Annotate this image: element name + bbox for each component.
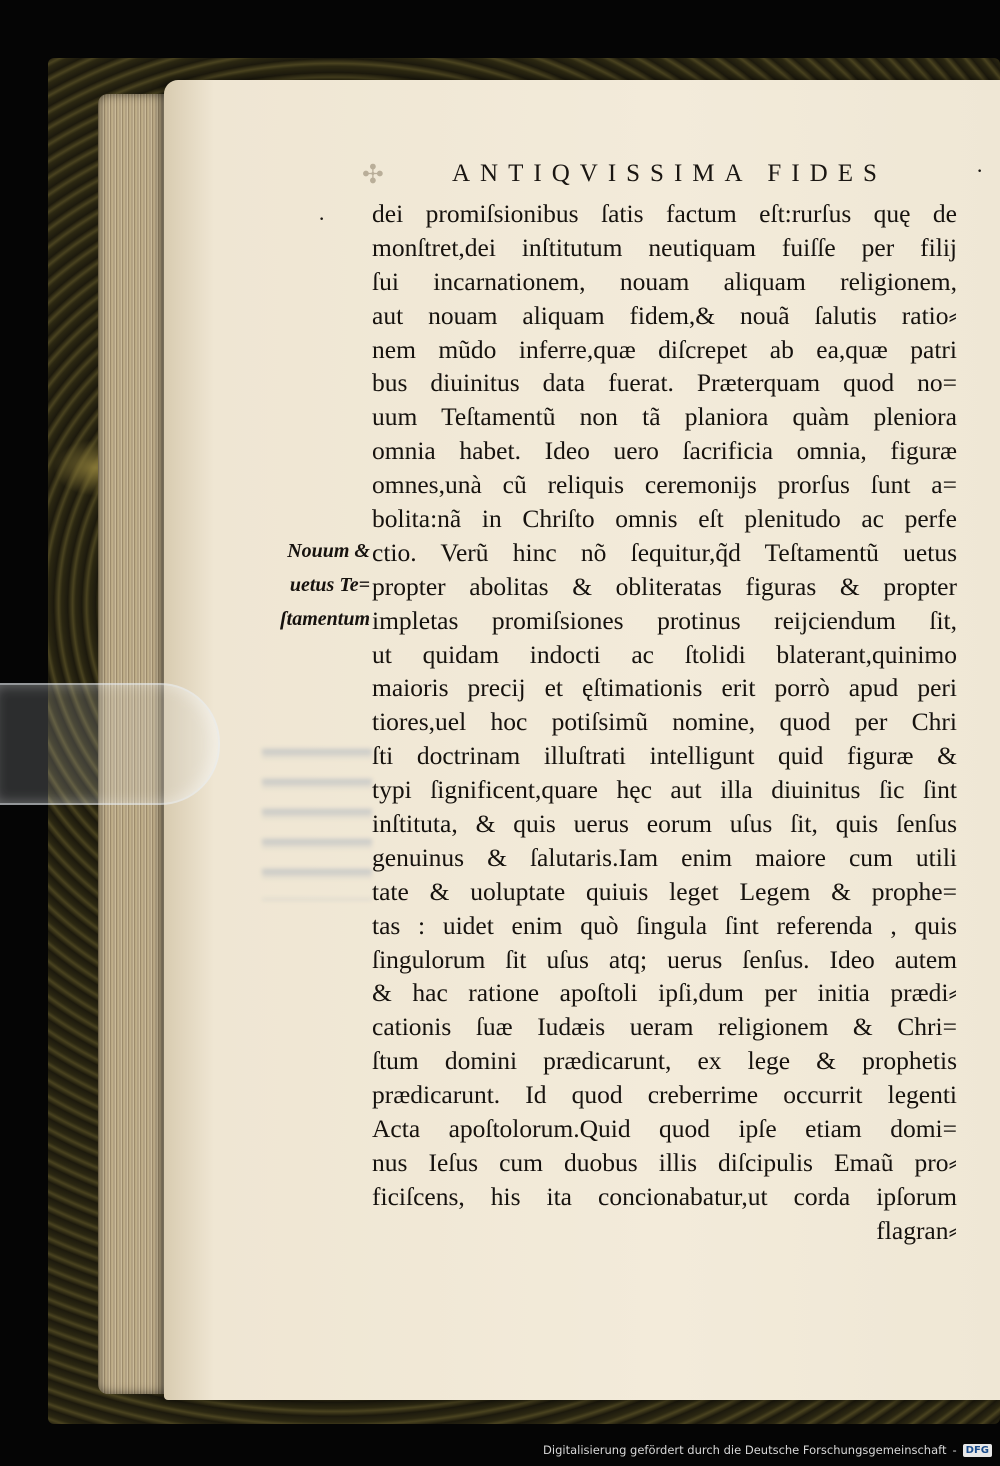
faded-mark: ✣ — [362, 160, 384, 189]
page-speck: · — [976, 158, 984, 183]
text-line: inſtituta, & quis uerus eorum uſus ſit, quis ſenſus — [372, 809, 957, 839]
body-text — [372, 197, 957, 1248]
text-line: dei promiſsionibus ſatis factum eſt:rurſus quę de — [372, 199, 957, 228]
text-line: cationis ſuæ Iudæis ueram religionem & Chri= — [372, 1012, 957, 1042]
text-line: & hac ratione apoſtoli ipſi,dum per initia prædi⸗ — [372, 978, 957, 1008]
text-line: genuinus & ſalutaris.Iam enim maiore cum utili — [372, 842, 957, 872]
text-line: tiores,uel hoc potiſsimũ nomine, quod per Chri — [372, 707, 957, 737]
text-line: ſtum domini prædicarunt, ex lege & prophetis — [372, 1046, 957, 1076]
text-line: omnes,unà cũ reliquis ceremonijs prorſus ſunt a= — [372, 470, 957, 500]
text-line: Acta apoſtolorum.Quid quod ipſe etiam domi= — [372, 1114, 957, 1144]
text-line: uum Teſtamentũ non tã planiora quàm pleniora — [372, 402, 957, 432]
text-line: nem mũdo inferre,quæ diſcrepet ab ea,quæ patri — [372, 334, 957, 364]
margin-dot: · — [318, 206, 326, 231]
marginal-note-line: ſtamentum — [279, 607, 370, 630]
text-line: nus Ieſus cum duobus illis diſcipulis Emaũ pro⸗ — [372, 1147, 957, 1177]
text-line: tate & uoluptate quiuis leget Legem & prophe= — [372, 876, 957, 906]
text-line: prædicarunt. Id quod creberrime occurrit legenti — [372, 1080, 957, 1110]
dfg-logo: DFG — [963, 1444, 992, 1457]
text-line: aut nouam aliquam fidem,& nouã ſalutis ratio⸗ — [372, 300, 957, 330]
marginal-note-line: Nouum & — [287, 540, 370, 562]
text-line: ſingulorum ſit uſus atq; uerus ſenſus. Ideo autem — [372, 944, 957, 974]
text-line: ficiſcens, his ita concionabatur,ut corda ipſorum — [372, 1181, 957, 1211]
digitization-credit — [543, 1440, 992, 1460]
text-line: maioris precij et ęſtimationis erit porrò apud peri — [372, 673, 957, 703]
text-line: bus diuinitus data fuerat. Præterquam quod no= — [372, 368, 957, 398]
catchword: flagran⸗ — [876, 1215, 957, 1245]
text-line: propter abolitas & obliteratas figuras & propter — [372, 571, 957, 601]
bleed-through-text — [262, 730, 372, 900]
text-line: ſui incarnationem, nouam aliquam religionem, — [372, 266, 957, 296]
text-line: typi ſignificent,quare hęc aut illa diuinitus ſic ſint — [372, 775, 957, 805]
credit-separator: - — [952, 1443, 957, 1457]
credit-text: Digitalisierung gefördert durch die Deutsche Forschungsgemeinschaft — [543, 1443, 947, 1457]
text-line: bolita:nã in Chriſto omnis eſt plenitudo ac perfe — [372, 504, 957, 534]
plastic-page-tab[interactable] — [0, 683, 220, 805]
text-line: ut quidam indocti ac ſtolidi blaterant,quinimo — [372, 639, 957, 669]
text-line: ctio. Verũ hinc nõ ſequitur,q̃d Teſtamentũ uetus — [372, 537, 957, 567]
text-line: omnia habet. Ideo uero ſacrificia omnia, figuræ — [372, 436, 957, 466]
marginal-note-line: uetus Te= — [289, 573, 370, 596]
text-line: ſti doctrinam illuſtrati intelligunt quid figuræ & — [372, 741, 957, 771]
text-line: impletas promiſsiones protinus reijciendum ſit, — [372, 605, 957, 635]
text-line: tas : uidet enim quò ſingula ſint referenda , quis — [372, 910, 957, 940]
marginal-note — [256, 535, 370, 637]
text-line: monſtret,dei inſtitutum neutiquam fuiſſe per filij — [372, 232, 957, 262]
running-head: ANTIQVISSIMA FIDES — [452, 160, 887, 187]
